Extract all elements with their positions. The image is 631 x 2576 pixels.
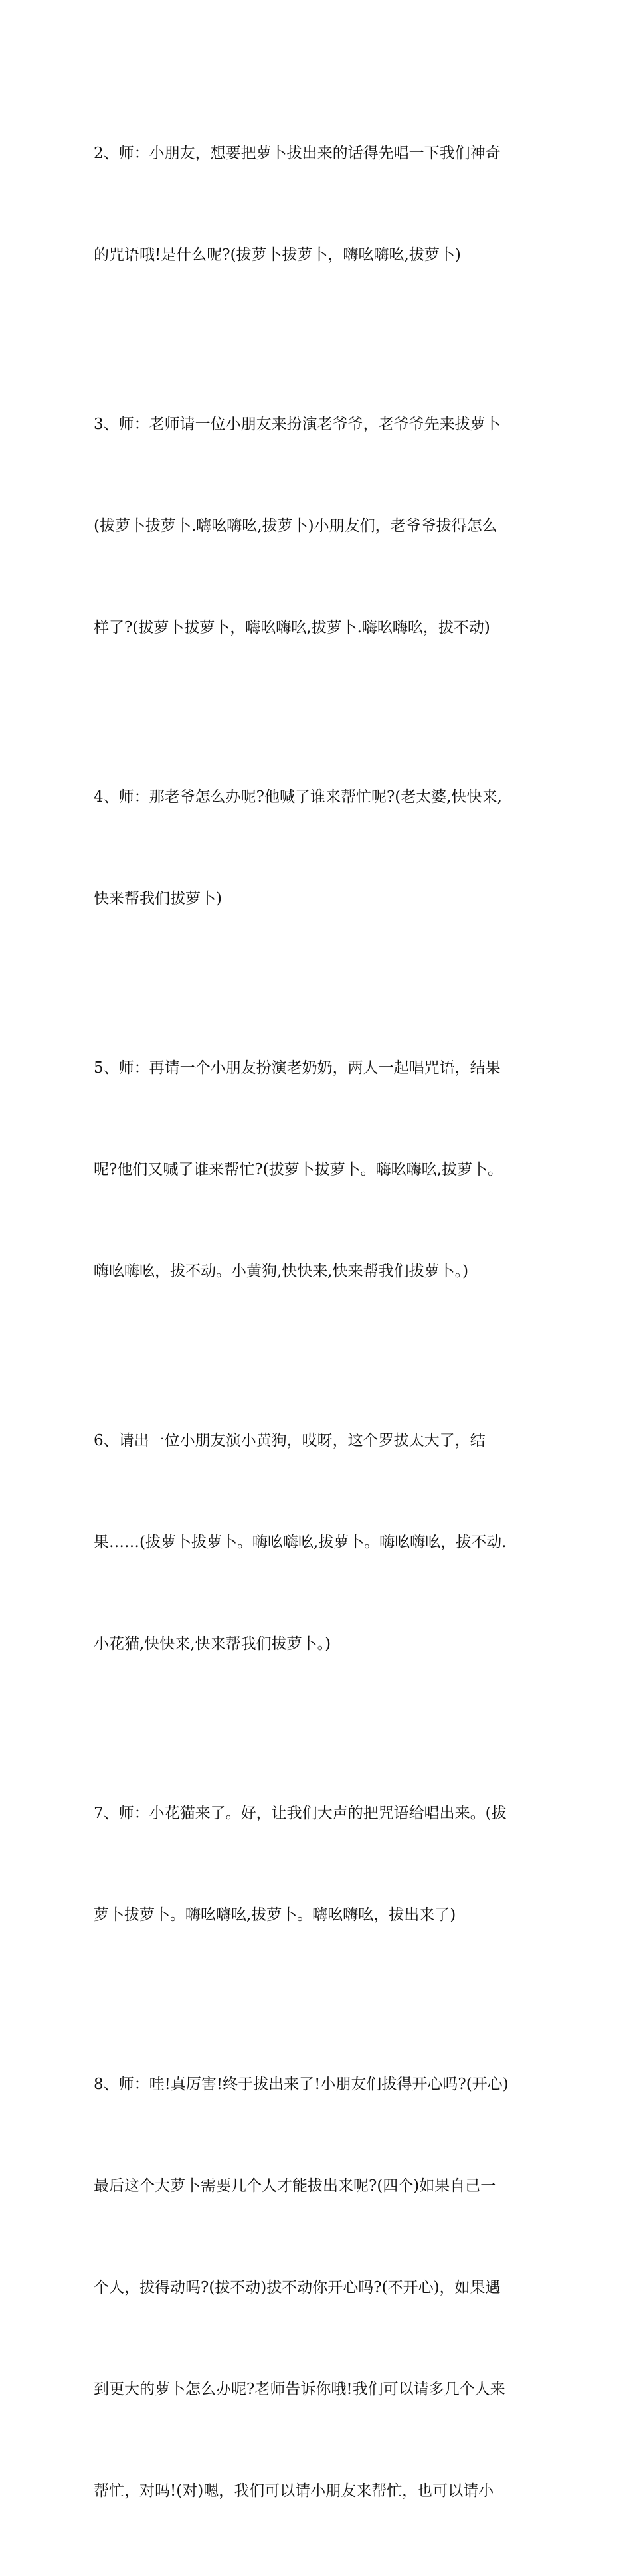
text-line: 最后这个大萝卜需要几个人才能拔出来呢?(四个)如果自己一 [94,2177,496,2195]
text-line: 5、师：再请一个小朋友扮演老奶奶，两人一起唱咒语，结果 [94,1059,501,1077]
text-line: 萝卜拔萝卜。嗨吆嗨吆,拔萝卜。嗨吆嗨吆，拔出来了) [94,1906,456,1924]
text-line: 样了?(拔萝卜拔萝卜，嗨吆嗨吆,拔萝卜.嗨吆嗨吆，拔不动) [94,619,490,636]
paragraph-step-7 [94,1729,540,2000]
paragraph-step-5 [94,984,540,1356]
paragraph-step-4 [94,713,540,984]
text-line: 快来帮我们拔萝卜) [94,890,222,907]
text-line: (拔萝卜拔萝卜.嗨吆嗨吆,拔萝卜)小朋友们，老爷爷拔得怎么 [94,517,497,535]
text-line: 2、师：小朋友，想要把萝卜拔出来的话得先唱一下我们神奇 [94,145,501,162]
text-line: 4、师：那老爷怎么办呢?他喊了谁来帮忙呢?(老太婆,快快来, [94,788,502,806]
text-line: 的咒语哦!是什么呢?(拔萝卜拔萝卜，嗨吆嗨吆,拔萝卜) [94,246,461,264]
text-line: 6、请出一位小朋友演小黄狗，哎呀，这个罗拔太大了，结 [94,1432,486,1449]
paragraph-step-2 [94,69,540,340]
text-line: 小花猫,快快来,快来帮我们拔萝卜。) [94,1635,331,1653]
paragraph-step-6 [94,1356,540,1729]
document-body [94,69,540,2576]
text-line: 呢?他们又喊了谁来帮忙?(拔萝卜拔萝卜。嗨吆嗨吆,拔萝卜。 [94,1161,503,1178]
text-line: 个人，拔得动吗?(拔不动)拔不动你开心吗?(不开心)，如果遇 [94,2279,501,2296]
text-line: 8、师：哇!真厉害!终于拔出来了!小朋友们拔得开心吗?(开心) [94,2076,509,2093]
text-line: 帮忙，对吗!(对)嗯，我们可以请小朋友来帮忙，也可以请小 [94,2482,494,2500]
text-line: 到更大的萝卜怎么办呢?老师告诉你哦!我们可以请多几个人来 [94,2381,505,2398]
text-line: 果……(拔萝卜拔萝卜。嗨吆嗨吆,拔萝卜。嗨吆嗨吆，拔不动. [94,1534,507,1551]
text-line: 7、师：小花猫来了。好，让我们大声的把咒语给唱出来。(拔 [94,1805,507,1822]
text-line: 嗨吆嗨吆，拔不动。小黄狗,快快来,快来帮我们拔萝卜。) [94,1263,469,1280]
paragraph-step-8 [94,2000,540,2576]
text-line: 3、师：老师请一位小朋友来扮演老爷爷，老爷爷先来拔萝卜 [94,416,501,433]
paragraph-step-3 [94,340,540,713]
